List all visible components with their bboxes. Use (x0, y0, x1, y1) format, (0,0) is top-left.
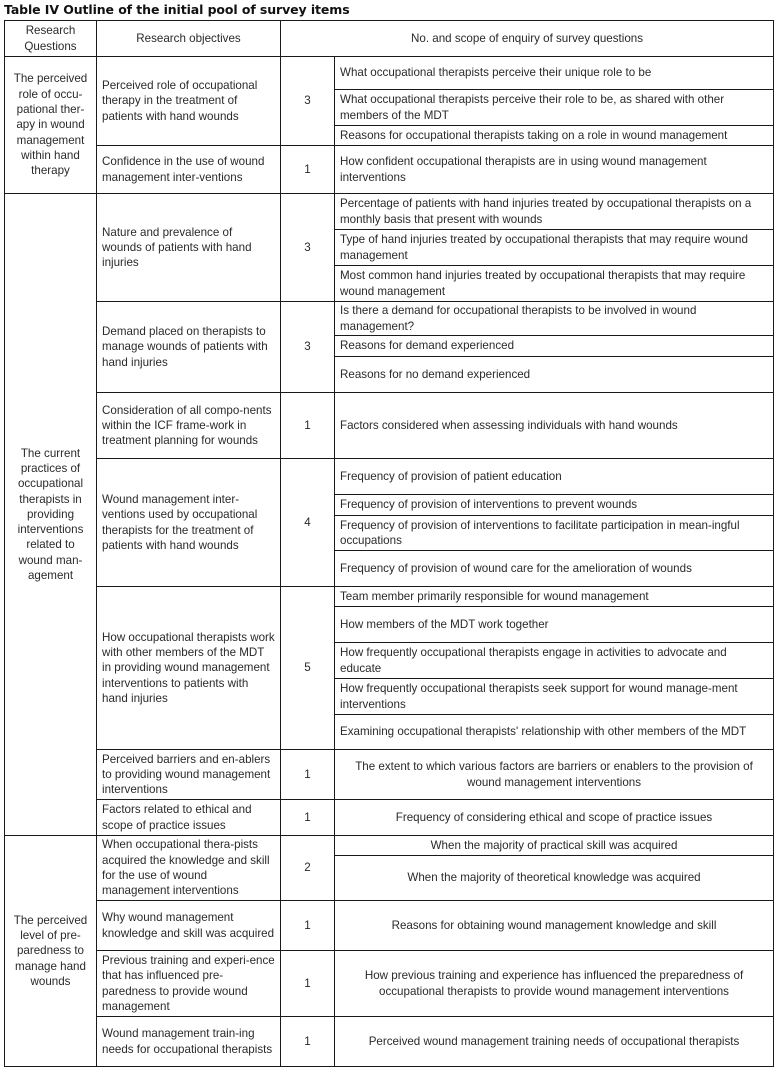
header-row (5, 21, 774, 57)
survey-item: The extent to which various factors are barriers or enablers to the provision of wound management interventions (335, 750, 774, 800)
survey-item: Is there a demand for occupational therapists to be involved in wound management? (335, 302, 774, 336)
survey-item: What occupational therapists perceive their unique role to be (335, 57, 774, 90)
table-row (5, 951, 774, 1017)
survey-item: Team member primarily responsible for wound management (335, 587, 774, 607)
research-objective: Factors related to ethical and scope of practice issues (97, 800, 281, 836)
table-row (5, 800, 774, 836)
question-count: 3 (281, 194, 335, 302)
question-count: 3 (281, 57, 335, 146)
survey-item: How frequently occupational therapists seek support for wound manage-ment interventions (335, 679, 774, 715)
survey-item: Frequency of provision of wound care for the amelioration of wounds (335, 551, 774, 587)
question-count: 1 (281, 800, 335, 836)
table-row (5, 1017, 774, 1067)
table-row (5, 194, 774, 230)
table-row (5, 57, 774, 90)
survey-item: Percentage of patients with hand injuries treated by occupational therapists on a monthly basis that present with wounds (335, 194, 774, 230)
research-objective: Previous training and experi-ence that has influenced pre-paredness to provide wound management (97, 951, 281, 1017)
survey-item: Frequency of provision of patient education (335, 459, 774, 495)
survey-item: Factors considered when assessing individuals with hand wounds (335, 393, 774, 459)
table-row (5, 146, 774, 194)
question-count: 1 (281, 1017, 335, 1067)
question-count: 4 (281, 459, 335, 587)
research-question: The current practices of occupational therapists in providing interventions related to wound man-agement (5, 194, 97, 836)
survey-item: Reasons for occupational therapists taking on a role in wound management (335, 126, 774, 146)
research-question: The perceived level of pre-paredness to manage hand wounds (5, 836, 97, 1067)
survey-item: Most common hand injuries treated by occupational therapists that may require wound management (335, 266, 774, 302)
research-objective: How occupational therapists work with other members of the MDT in providing wound management interventions to patients with hand injuries (97, 587, 281, 750)
header-research-questions: Research Questions (5, 21, 97, 57)
question-count: 1 (281, 393, 335, 459)
survey-items-table (4, 20, 774, 1067)
table-row (5, 587, 774, 607)
survey-item: How frequently occupational therapists engage in activities to advocate and educate (335, 643, 774, 679)
research-objective: Nature and prevalence of wounds of patients with hand injuries (97, 194, 281, 302)
table-row (5, 459, 774, 495)
header-enquiry: No. and scope of enquiry of survey questions (281, 21, 774, 57)
research-objective: Confidence in the use of wound management inter-ventions (97, 146, 281, 194)
research-objective: Why wound management knowledge and skill was acquired (97, 901, 281, 951)
table-row (5, 836, 774, 856)
question-count: 2 (281, 836, 335, 901)
research-objective: Perceived role of occupational therapy in the treatment of patients with hand wounds (97, 57, 281, 146)
survey-item: What occupational therapists perceive their role to be, as shared with other members of the MDT (335, 90, 774, 126)
header-research-objectives: Research objectives (97, 21, 281, 57)
survey-item: Perceived wound management training needs of occupational therapists (335, 1017, 774, 1067)
survey-item: Reasons for no demand experienced (335, 357, 774, 393)
table-row (5, 901, 774, 951)
table-row (5, 393, 774, 459)
table-row (5, 302, 774, 336)
survey-item: How members of the MDT work together (335, 607, 774, 643)
survey-item: How confident occupational therapists are in using wound management interventions (335, 146, 774, 194)
survey-item: Reasons for obtaining wound management knowledge and skill (335, 901, 774, 951)
question-count: 1 (281, 901, 335, 951)
survey-item: When the majority of practical skill was acquired (335, 836, 774, 856)
survey-item: Frequency of provision of interventions to facilitate participation in mean-ingful occupations (335, 516, 774, 551)
research-question: The perceived role of occu-pational ther-apy in wound management within hand therapy (5, 57, 97, 194)
survey-item: Frequency of considering ethical and scope of practice issues (335, 800, 774, 836)
survey-item: Examining occupational therapists' relationship with other members of the MDT (335, 715, 774, 750)
research-objective: Wound management train-ing needs for occupational therapists (97, 1017, 281, 1067)
survey-item: Frequency of provision of interventions to prevent wounds (335, 495, 774, 516)
survey-item: Reasons for demand experienced (335, 336, 774, 357)
table-title: Table IV Outline of the initial pool of survey items (4, 2, 350, 17)
question-count: 1 (281, 750, 335, 800)
question-count: 3 (281, 302, 335, 393)
table-row (5, 750, 774, 800)
research-objective: Wound management inter-ventions used by occupational therapists for the treatment of patients with hand wounds (97, 459, 281, 587)
research-objective: Perceived barriers and en-ablers to providing wound management interventions (97, 750, 281, 800)
question-count: 1 (281, 951, 335, 1017)
research-objective: Consideration of all compo-nents within the ICF frame-work in treatment planning for wounds (97, 393, 281, 459)
research-objective: Demand placed on therapists to manage wounds of patients with hand injuries (97, 302, 281, 393)
research-objective: When occupational thera-pists acquired the knowledge and skill for the use of wound management interventions (97, 836, 281, 901)
survey-item: Type of hand injuries treated by occupational therapists that may require wound management (335, 230, 774, 266)
survey-item: When the majority of theoretical knowledge was acquired (335, 856, 774, 901)
question-count: 5 (281, 587, 335, 750)
survey-item: How previous training and experience has influenced the preparedness of occupational therapists to provide wound management interventions (335, 951, 774, 1017)
question-count: 1 (281, 146, 335, 194)
